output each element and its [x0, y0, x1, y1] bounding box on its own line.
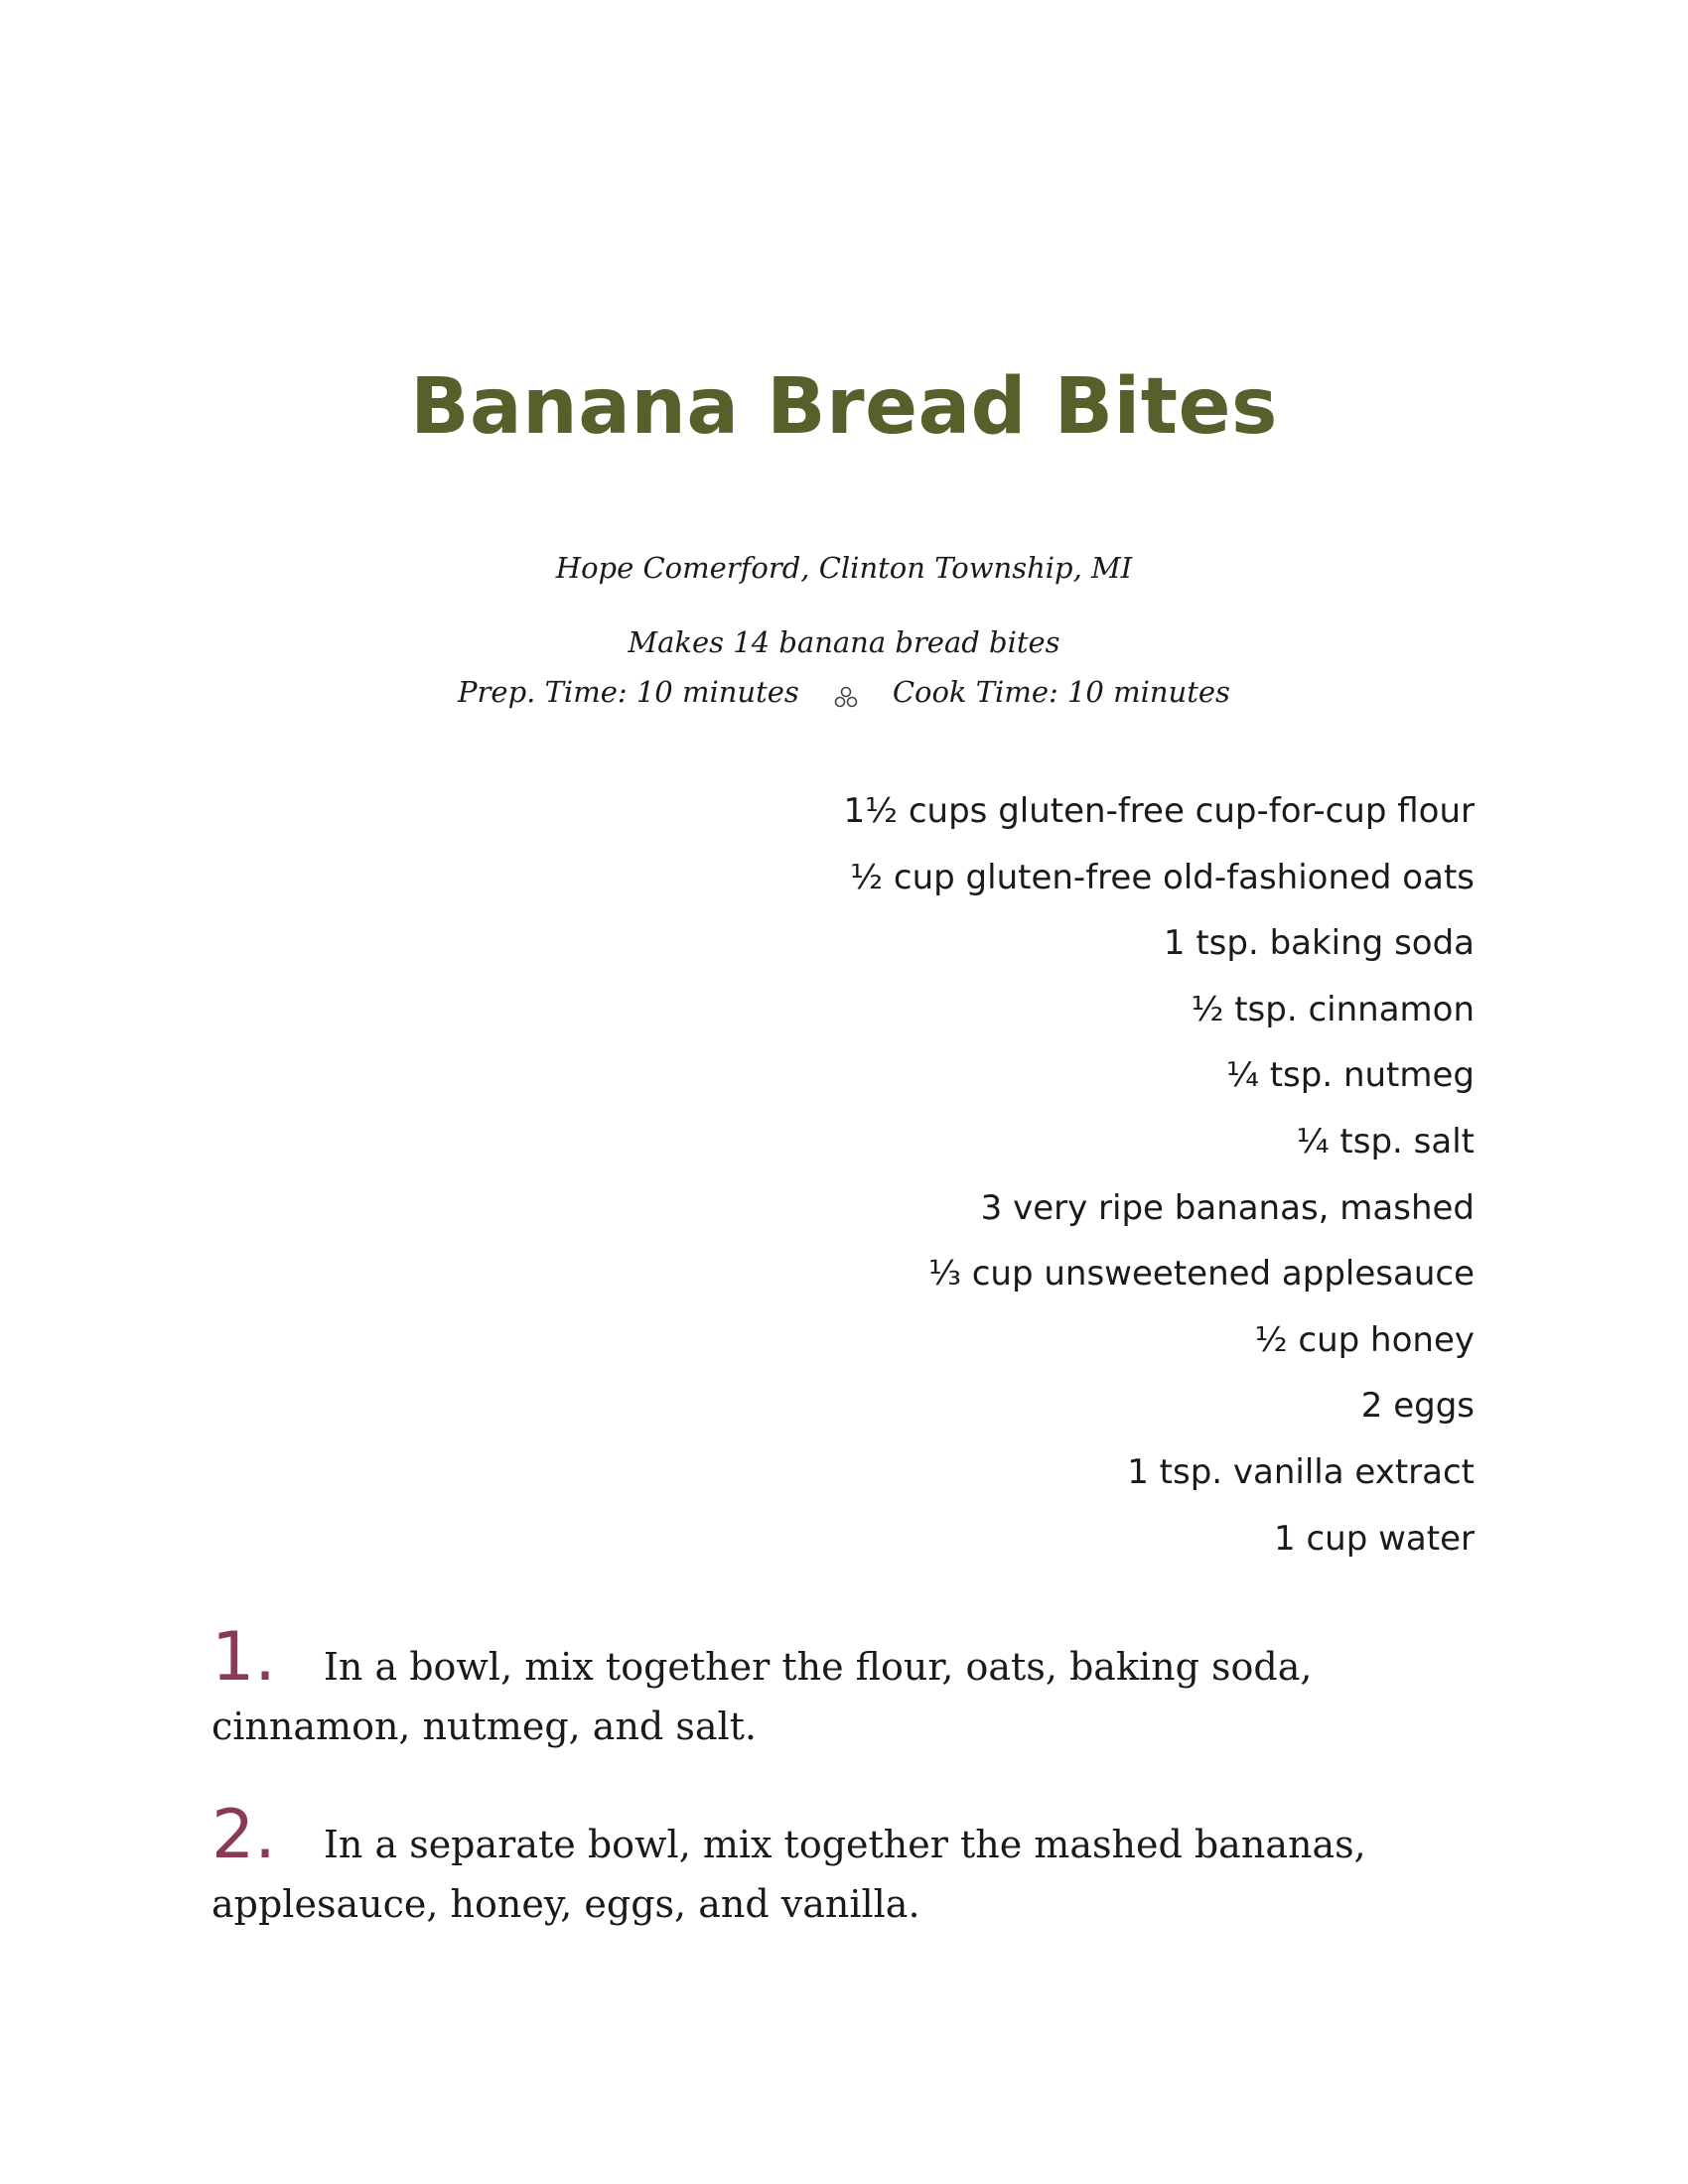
ingredient-item: 1 tsp. baking soda	[1163, 923, 1475, 964]
instruction-steps	[211, 1618, 1482, 1983]
ingredient-item: ½ cup gluten-free old-fashioned oats	[850, 857, 1475, 897]
cook-time: Cook Time: 10 minutes	[892, 675, 1230, 709]
ingredient-item: ½ cup honey	[1254, 1319, 1475, 1360]
ingredient-item: 2 eggs	[1360, 1386, 1475, 1427]
ingredient-item: 3 very ripe bananas, mashed	[980, 1187, 1475, 1228]
ingredient-list	[843, 778, 1475, 1571]
clover-ornament-icon	[833, 679, 859, 705]
ingredient-item: 1 cup water	[1274, 1518, 1475, 1559]
recipe-yield: Makes 14 banana bread bites	[628, 625, 1060, 659]
recipe-title: Banana Bread Bites	[410, 362, 1278, 452]
ingredient-item: ¼ tsp. nutmeg	[1225, 1055, 1475, 1096]
instruction-step	[211, 1796, 1482, 1934]
ingredient-item: 1 tsp. vanilla extract	[1127, 1451, 1475, 1492]
ingredient-item: 1½ cups gluten-free cup-for-cup flour	[843, 791, 1475, 831]
step-text: In a separate bowl, mix together the mashed bananas, applesauce, honey, eggs, and vanilla.	[211, 1823, 1366, 1926]
recipe-contributor: Hope Comerford, Clinton Township, MI	[555, 551, 1133, 585]
ingredient-item: ½ tsp. cinnamon	[1191, 989, 1475, 1029]
step-text: In a bowl, mix together the flour, oats, baking soda, cinnamon, nutmeg, and salt.	[211, 1645, 1313, 1748]
ingredient-item: ⅓ cup unsweetened applesauce	[927, 1254, 1475, 1295]
instruction-step	[211, 1618, 1482, 1756]
recipe-times	[0, 670, 1688, 714]
ingredient-item: ¼ tsp. salt	[1296, 1121, 1475, 1161]
prep-time: Prep. Time: 10 minutes	[458, 675, 799, 709]
step-number: 1.	[211, 1618, 276, 1697]
step-number: 2.	[211, 1796, 276, 1874]
